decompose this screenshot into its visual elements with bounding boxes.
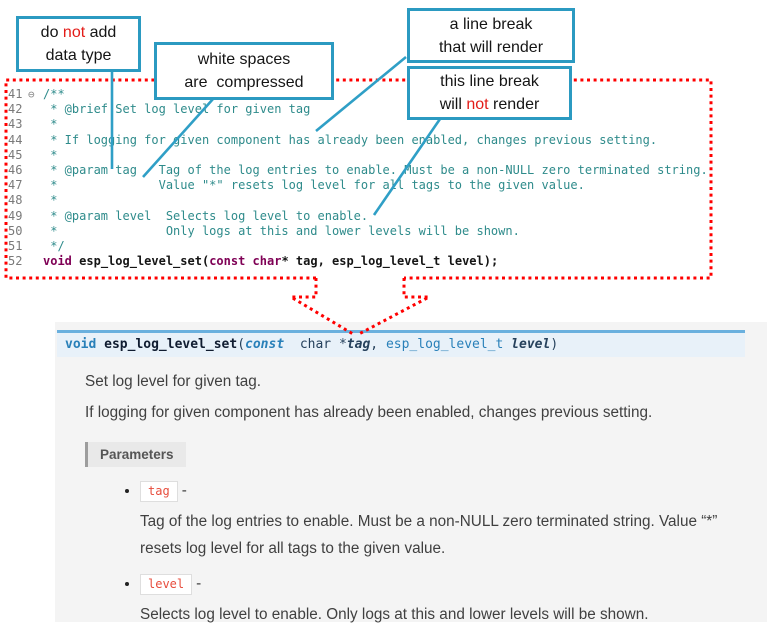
code-line bbox=[8, 117, 708, 132]
callout-line: do not add bbox=[40, 24, 117, 41]
callout-break-norender bbox=[407, 66, 572, 120]
arg-level: level bbox=[511, 337, 551, 352]
fold-gutter bbox=[28, 224, 43, 239]
line-number: 43 bbox=[8, 117, 23, 132]
line-number: 45 bbox=[8, 147, 23, 162]
code-line bbox=[8, 224, 708, 239]
callout-break-render bbox=[407, 8, 575, 63]
return-type: void bbox=[65, 337, 97, 352]
line-number: 50 bbox=[8, 223, 23, 238]
brief-description: Set log level for given tag. bbox=[85, 373, 262, 390]
line-number: 51 bbox=[8, 238, 23, 253]
fold-gutter bbox=[28, 117, 43, 132]
fold-gutter bbox=[28, 163, 43, 178]
code-text: * bbox=[43, 117, 58, 132]
code-text: * @param level Selects log level to enable. bbox=[43, 208, 369, 223]
code-text: * If logging for given component has already been enabled, changes previous setting. bbox=[43, 132, 658, 147]
rendered-docs-panel bbox=[55, 322, 767, 622]
param-separator: - bbox=[196, 575, 202, 592]
function-declaration: void esp_log_level_set(const char* tag, esp_log_level_t level); bbox=[43, 254, 499, 269]
fold-gutter bbox=[28, 254, 43, 269]
line-number: 49 bbox=[8, 208, 23, 223]
fold-gutter bbox=[28, 178, 43, 193]
code-text: */ bbox=[43, 238, 65, 253]
code-line bbox=[8, 102, 708, 117]
line-number: 52 bbox=[8, 254, 23, 269]
fold-gutter bbox=[28, 209, 43, 224]
fold-gutter bbox=[28, 148, 43, 163]
code-text: * bbox=[43, 193, 58, 208]
line-number: 41 bbox=[8, 87, 23, 101]
callout-line: white spaces bbox=[197, 51, 291, 68]
code-text: /** bbox=[43, 87, 65, 101]
code-text: * bbox=[43, 147, 58, 162]
parameter-list bbox=[55, 481, 767, 628]
detail-description: If logging for given component has already been enabled, changes previous setting. bbox=[85, 404, 653, 421]
callout-line: this line break bbox=[440, 73, 539, 90]
function-signature-bar: void esp_log_level_set(const char *tag, esp_log_level_t level) bbox=[57, 330, 745, 357]
code-editor bbox=[8, 87, 708, 269]
line-number: 46 bbox=[8, 162, 23, 177]
callout-no-datatype bbox=[16, 16, 141, 72]
parameters-heading: Parameters bbox=[85, 442, 186, 467]
code-line bbox=[8, 239, 708, 254]
fold-gutter bbox=[28, 193, 43, 208]
param-name-badge: tag bbox=[140, 481, 178, 502]
callout-line: data type bbox=[45, 47, 112, 64]
code-text: * @brief Set log level for given tag bbox=[43, 102, 311, 117]
code-text: * Value "*" resets log level for all tags to the given value. bbox=[43, 178, 585, 193]
code-line bbox=[8, 87, 708, 102]
callout-whitespace bbox=[154, 42, 334, 100]
fold-gutter bbox=[28, 133, 43, 148]
fold-gutter bbox=[28, 239, 43, 254]
callout-line: will not render bbox=[439, 96, 540, 113]
function-name: esp_log_level_set bbox=[104, 337, 238, 352]
callout-line: are compressed bbox=[184, 74, 304, 91]
param-separator: - bbox=[181, 482, 187, 499]
code-text: * Only logs at this and lower levels will be shown. bbox=[43, 223, 520, 238]
param-item-tag bbox=[140, 481, 767, 562]
code-line bbox=[8, 193, 708, 208]
const-qualifier: const bbox=[245, 337, 285, 352]
fold-icon[interactable]: ⊖ bbox=[28, 88, 35, 101]
line-number: 48 bbox=[8, 193, 23, 208]
code-line bbox=[8, 133, 708, 148]
code-text: * @param tag Tag of the log entries to enable. Must be a non-NULL zero terminated string. bbox=[43, 162, 708, 177]
line-number: 42 bbox=[8, 102, 23, 117]
code-line-declaration bbox=[8, 254, 708, 269]
param-name-badge: level bbox=[140, 574, 192, 595]
code-line bbox=[8, 148, 708, 163]
param-item-level bbox=[140, 574, 767, 628]
callout-line: that will render bbox=[438, 38, 544, 56]
type-link-esp-log-level-t[interactable]: esp_log_level_t bbox=[385, 337, 504, 352]
fold-gutter bbox=[28, 102, 43, 117]
arg-tag: tag bbox=[346, 337, 371, 352]
line-number: 47 bbox=[8, 178, 23, 193]
code-line bbox=[8, 209, 708, 224]
line-number: 44 bbox=[8, 132, 23, 147]
param-description: Tag of the log entries to enable. Must be a non-NULL zero terminated string. Value “*” resets log level for all tags to the given value. bbox=[140, 513, 718, 557]
code-line bbox=[8, 163, 708, 178]
callout-line: a line break bbox=[449, 15, 533, 33]
code-line bbox=[8, 178, 708, 193]
param-description: Selects log level to enable. Only logs at this and lower levels will be shown. bbox=[140, 606, 649, 623]
